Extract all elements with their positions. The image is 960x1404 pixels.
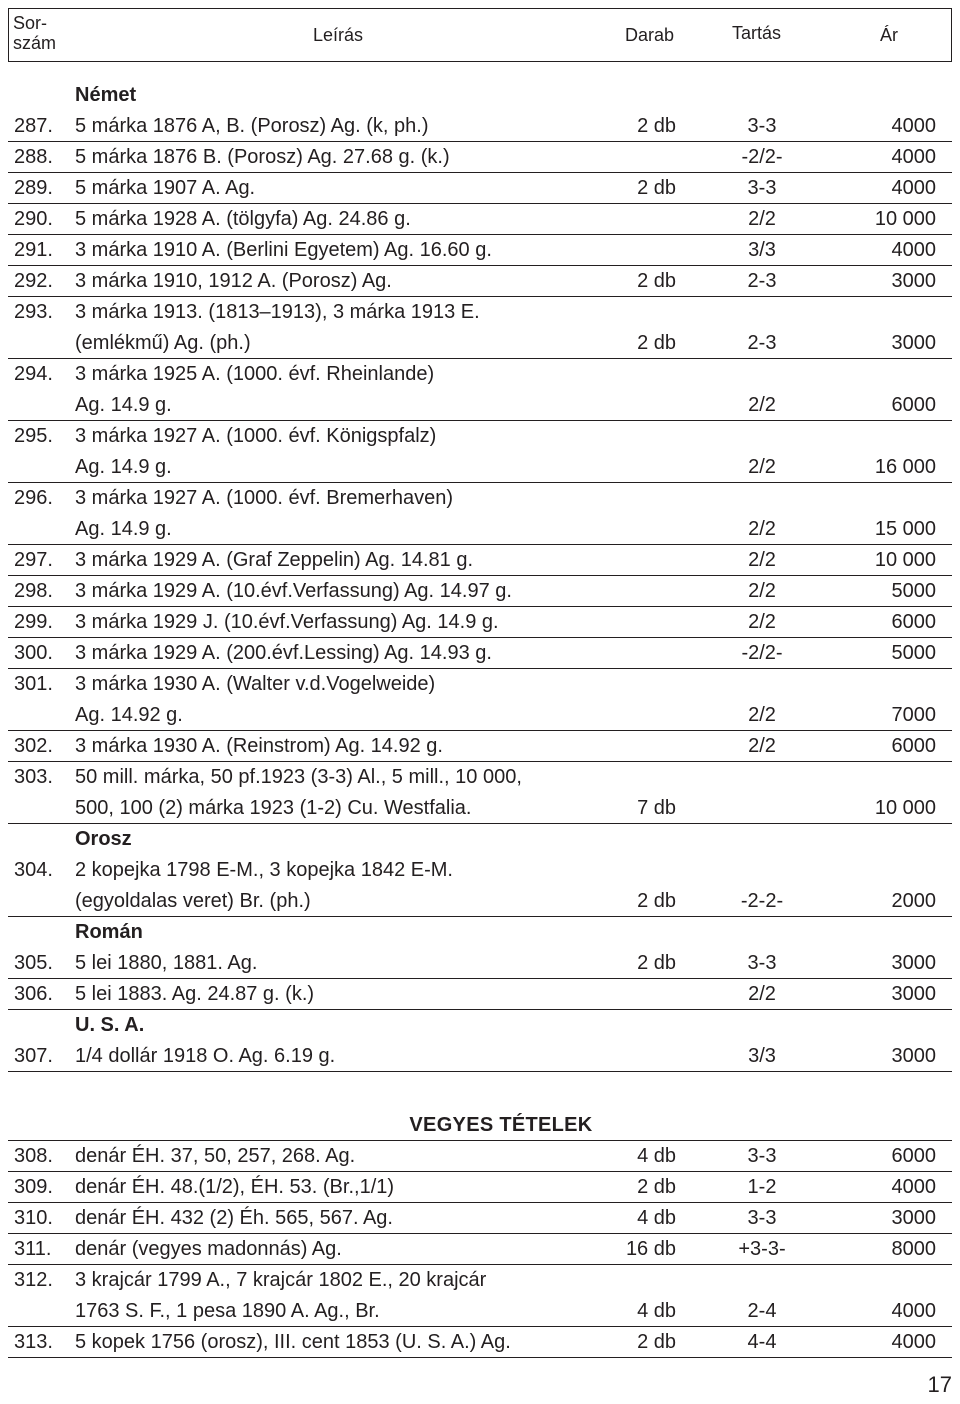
item-price: 3000 (891, 1045, 936, 1067)
item-description: 3 márka 1925 A. (1000. évf. Rheinlande) (75, 363, 435, 385)
section-gap (8, 1072, 952, 1110)
item-price: 3000 (891, 1207, 936, 1229)
table-row (8, 421, 952, 483)
item-quantity: 16 db (625, 1238, 676, 1260)
item-condition: 2-3 (747, 332, 777, 354)
item-description: 3 márka 1929 J. (10.évf.Verfassung) Ag. 14.9 g. (75, 611, 499, 633)
item-price: 5000 (891, 642, 936, 664)
item-condition: 3/3 (748, 239, 776, 261)
table-row (8, 638, 952, 669)
item-description: 5 márka 1876 B. (Porosz) Ag. 27.68 g. (k.) (75, 146, 450, 168)
item-price: 8000 (891, 1238, 936, 1260)
item-price: 3000 (891, 983, 936, 1005)
item-number: 295. (14, 425, 53, 447)
item-number: 289. (14, 177, 53, 199)
item-price: 4000 (891, 1331, 936, 1353)
item-condition: 3-3 (747, 1145, 777, 1167)
item-number: 292. (14, 270, 53, 292)
item-condition: 2/2 (748, 518, 776, 540)
item-price: 6000 (891, 394, 936, 416)
item-number: 310. (14, 1207, 53, 1229)
item-price: 7000 (891, 704, 936, 726)
table-row (8, 855, 952, 917)
section-title: Orosz (75, 828, 132, 850)
item-quantity: 4 db (637, 1145, 676, 1167)
item-price: 16 000 (874, 456, 936, 478)
item-condition: 2/2 (748, 611, 776, 633)
item-description: 5 márka 1907 A. Ag. (75, 177, 256, 199)
table-row (8, 1327, 952, 1358)
item-description: 2 kopejka 1798 E-M., 3 kopejka 1842 E-M. (75, 859, 453, 881)
item-number: 299. (14, 611, 53, 633)
item-number: 301. (14, 673, 53, 695)
item-number: 287. (14, 115, 53, 137)
table-row (8, 359, 952, 421)
table-row (8, 1203, 952, 1234)
item-quantity: 2 db (637, 952, 676, 974)
section-heading-row (8, 1110, 952, 1141)
item-number: 305. (14, 952, 53, 974)
table-row (8, 297, 952, 359)
item-number: 304. (14, 859, 53, 881)
table-row (8, 1041, 952, 1072)
table-row (8, 1234, 952, 1265)
table-row (8, 1265, 952, 1327)
item-price: 4000 (891, 115, 936, 137)
item-number: 291. (14, 239, 53, 261)
item-number: 293. (14, 301, 53, 323)
item-price: 10 000 (874, 549, 936, 571)
item-number: 294. (14, 363, 53, 385)
item-description: 5 lei 1883. Ag. 24.87 g. (k.) (75, 983, 315, 1005)
table-row (8, 235, 952, 266)
table-row (8, 948, 952, 979)
item-price: 4000 (891, 146, 936, 168)
item-description: denár (vegyes madonnás) Ag. (75, 1238, 342, 1260)
item-description: 3 márka 1910, 1912 A. (Porosz) Ag. (75, 270, 392, 292)
item-quantity: 2 db (637, 1176, 676, 1198)
table-row (8, 669, 952, 731)
item-description: Ag. 14.9 g. (75, 456, 172, 478)
item-number: 300. (14, 642, 53, 664)
section-heading-row (8, 1010, 952, 1041)
item-quantity: 2 db (637, 115, 676, 137)
item-condition: +3-3- (738, 1238, 786, 1260)
table-row (8, 545, 952, 576)
item-number: 303. (14, 766, 53, 788)
item-description: 5 márka 1928 A. (tölgyfa) Ag. 24.86 g. (75, 208, 411, 230)
section-title: VEGYES TÉTELEK (409, 1114, 593, 1136)
item-condition: -2/2- (741, 146, 783, 168)
item-description: 50 mill. márka, 50 pf.1923 (3-3) Al., 5 mill., 10 000, (75, 766, 522, 788)
item-number: 309. (14, 1176, 53, 1198)
item-number: 297. (14, 549, 53, 571)
item-number: 298. (14, 580, 53, 602)
item-number: 311. (14, 1238, 52, 1260)
item-description: 1763 S. F., 1 pesa 1890 A. Ag., Br. (75, 1300, 380, 1322)
section-heading-row (8, 917, 952, 948)
item-condition: 2/2 (748, 456, 776, 478)
item-description: 3 márka 1927 A. (1000. évf. Bremerhaven) (75, 487, 453, 509)
item-description: 3 márka 1930 A. (Reinstrom) Ag. 14.92 g. (75, 735, 443, 757)
item-price: 3000 (891, 270, 936, 292)
item-price: 4000 (891, 1176, 936, 1198)
item-description: denár ÉH. 48.(1/2), ÉH. 53. (Br.,1/1) (75, 1176, 395, 1198)
table-row (8, 607, 952, 638)
header-sorszam: Sor- szám (13, 13, 57, 53)
item-condition: -2/2- (741, 642, 783, 664)
item-quantity: 2 db (637, 1331, 676, 1353)
item-condition: 2/2 (748, 735, 776, 757)
table-row (8, 173, 952, 204)
item-price: 15 000 (874, 518, 936, 540)
item-number: 290. (14, 208, 53, 230)
item-price: 10 000 (874, 797, 936, 819)
table-row (8, 204, 952, 235)
item-condition: 2/2 (748, 208, 776, 230)
item-description: 1/4 dollár 1918 O. Ag. 6.19 g. (75, 1045, 336, 1067)
item-price: 6000 (891, 611, 936, 633)
section-title: Német (75, 84, 137, 106)
item-description: denár ÉH. 432 (2) Éh. 565, 567. Ag. (75, 1207, 393, 1229)
item-condition: 3-3 (747, 115, 777, 137)
item-description: (emlékmű) Ag. (ph.) (75, 332, 251, 354)
section-title: U. S. A. (75, 1014, 145, 1036)
item-description: 5 márka 1876 A, B. (Porosz) Ag. (k, ph.) (75, 115, 429, 137)
item-description: 3 márka 1927 A. (1000. évf. Königspfalz) (75, 425, 437, 447)
item-condition: 2/2 (748, 394, 776, 416)
header-tartas: Tartás (732, 23, 782, 43)
item-number: 306. (14, 983, 53, 1005)
table-row (8, 1172, 952, 1203)
item-description: 3 márka 1910 A. (Berlini Egyetem) Ag. 16.60 g. (75, 239, 492, 261)
item-condition: 3/3 (748, 1045, 776, 1067)
item-description: Ag. 14.9 g. (75, 518, 172, 540)
item-price: 6000 (891, 1145, 936, 1167)
item-condition: 2-4 (747, 1300, 777, 1322)
item-quantity: 2 db (637, 177, 676, 199)
item-condition: 2/2 (748, 580, 776, 602)
item-number: 307. (14, 1045, 53, 1067)
item-condition: 2-3 (747, 270, 777, 292)
item-description: 3 márka 1929 A. (10.évf.Verfassung) Ag. 14.97 g. (75, 580, 512, 602)
item-price: 6000 (891, 735, 936, 757)
item-price: 2000 (891, 890, 936, 912)
item-condition: 1-2 (747, 1176, 777, 1198)
item-number: 288. (14, 146, 53, 168)
item-description: Ag. 14.92 g. (75, 704, 183, 726)
item-number: 312. (14, 1269, 53, 1291)
table-row (8, 979, 952, 1010)
item-number: 302. (14, 735, 53, 757)
item-description: denár ÉH. 37, 50, 257, 268. Ag. (75, 1145, 356, 1167)
item-quantity: 2 db (637, 332, 676, 354)
item-condition: 2/2 (748, 704, 776, 726)
item-condition: 3-3 (747, 1207, 777, 1229)
item-quantity: 4 db (637, 1207, 676, 1229)
table-row (8, 266, 952, 297)
table-row (8, 731, 952, 762)
item-price: 4000 (891, 177, 936, 199)
item-number: 313. (14, 1331, 53, 1353)
item-condition: 4-4 (747, 1331, 777, 1353)
item-description: 5 lei 1880, 1881. Ag. (75, 952, 258, 974)
item-number: 308. (14, 1145, 53, 1167)
header-ar: Ár (880, 25, 898, 45)
table-row (8, 576, 952, 607)
table-row (8, 1141, 952, 1172)
table-row (8, 762, 952, 824)
header-leiras: Leírás (313, 25, 364, 45)
item-condition: 3-3 (747, 952, 777, 974)
item-condition: 2/2 (748, 549, 776, 571)
item-description: 3 márka 1929 A. (Graf Zeppelin) Ag. 14.81 g. (75, 549, 474, 571)
item-description: 3 márka 1930 A. (Walter v.d.Vogelweide) (75, 673, 436, 695)
item-price: 3000 (891, 952, 936, 974)
section-title: Román (75, 921, 143, 943)
header-darab: Darab (625, 25, 675, 45)
item-price: 4000 (891, 239, 936, 261)
item-description: (egyoldalas veret) Br. (ph.) (75, 890, 311, 912)
item-description: Ag. 14.9 g. (75, 394, 172, 416)
item-quantity: 7 db (637, 797, 676, 819)
item-quantity: 2 db (637, 270, 676, 292)
item-quantity: 2 db (637, 890, 676, 912)
item-quantity: 4 db (637, 1300, 676, 1322)
table-row (8, 111, 952, 142)
item-condition: 3-3 (747, 177, 777, 199)
item-condition: -2-2- (740, 890, 784, 912)
item-price: 4000 (891, 1300, 936, 1322)
item-description: 500, 100 (2) márka 1923 (1-2) Cu. Westfalia. (75, 797, 472, 819)
item-description: 3 krajcár 1799 A., 7 krajcár 1802 E., 20 krajcár (75, 1269, 487, 1291)
section-heading-row (8, 80, 952, 111)
table-row (8, 483, 952, 545)
table-row (8, 142, 952, 173)
item-price: 3000 (891, 332, 936, 354)
item-number: 296. (14, 487, 53, 509)
item-description: 5 kopek 1756 (orosz), III. cent 1853 (U. S. A.) Ag. (75, 1331, 511, 1353)
catalog-table (8, 80, 952, 1358)
item-condition: 2/2 (748, 983, 776, 1005)
section-heading-row (8, 824, 952, 855)
item-price: 5000 (891, 580, 936, 602)
item-price: 10 000 (874, 208, 936, 230)
item-description: 3 márka 1913. (1813–1913), 3 márka 1913 E. (75, 301, 480, 323)
table-header (8, 8, 952, 62)
page-number: 17 (927, 1372, 952, 1397)
item-description: 3 márka 1929 A. (200.évf.Lessing) Ag. 14.93 g. (75, 642, 492, 664)
